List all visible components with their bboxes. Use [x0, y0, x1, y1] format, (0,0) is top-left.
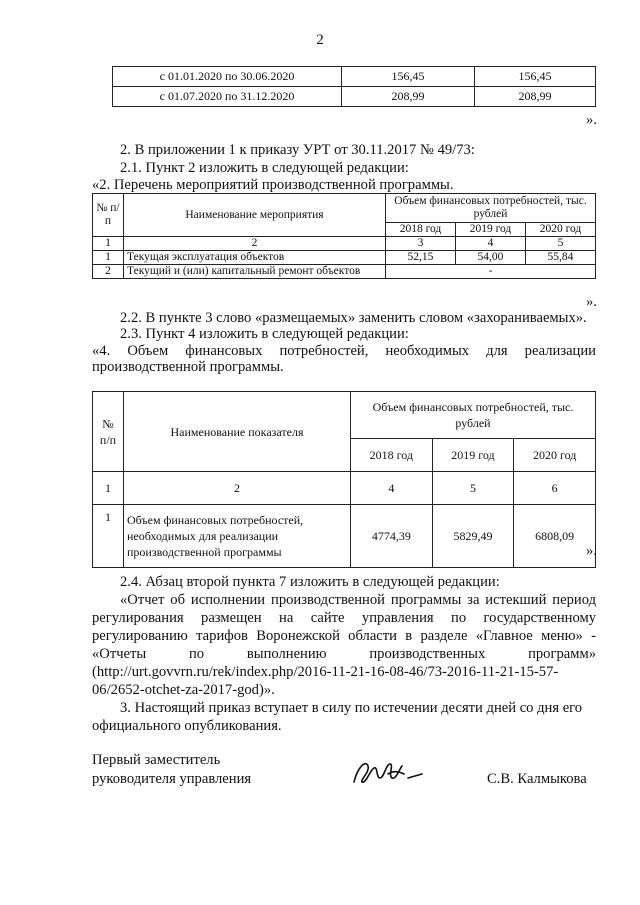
- index-cell: 4: [351, 472, 433, 505]
- header-num: № п/п: [93, 194, 124, 237]
- section-4-title-line2: производственной программы.: [92, 359, 284, 375]
- table-header-row: [93, 392, 596, 439]
- table-row: [113, 87, 596, 107]
- table-row: [93, 265, 596, 279]
- row-value: 4774,39: [351, 505, 433, 568]
- paragraph-item-3-line1: 3. Настоящий приказ вступает в силу по истечении десяти дней со дня его: [120, 700, 583, 716]
- signer-title-line1: Первый заместитель: [92, 752, 221, 768]
- period-cell: с 01.07.2020 по 31.12.2020: [113, 87, 342, 107]
- paragraph-item-3-line2: официального опубликования.: [92, 718, 282, 734]
- header-num: № п/п: [93, 392, 124, 472]
- report-line: «Отчет об исполнении производственной программы за истекший период: [120, 592, 596, 608]
- row-num: 1: [93, 505, 124, 568]
- handwritten-signature-icon: [348, 756, 438, 790]
- paragraph-item-2: 2. В приложении 1 к приказу УРТ от 30.11.2017 № 49/73:: [120, 142, 475, 158]
- index-cell: 6: [514, 472, 596, 505]
- value-cell: 156,45: [342, 67, 475, 87]
- report-link-line: 06/2652-otchet-za-2017-god)».: [92, 682, 275, 698]
- header-year: 2019 год: [432, 439, 514, 472]
- header-year: 2020 год: [514, 439, 596, 472]
- row-value: 6808,09: [514, 505, 596, 568]
- index-cell: 5: [525, 237, 595, 251]
- index-cell: 3: [386, 237, 456, 251]
- row-value: 52,15: [386, 251, 456, 265]
- header-year: 2020 год: [525, 223, 595, 237]
- header-year: 2018 год: [351, 439, 433, 472]
- signer-name: С.В. Калмыкова: [487, 771, 587, 787]
- table-index-row: [93, 472, 596, 505]
- row-value: 5829,49: [432, 505, 514, 568]
- index-cell: 2: [124, 237, 386, 251]
- table-row: [93, 251, 596, 265]
- closing-quote: ».: [586, 294, 597, 310]
- paragraph-item-2-2: 2.2. В пункте 3 слово «размещаемых» заменить словом «захораниваемых».: [120, 310, 587, 326]
- index-cell: 5: [432, 472, 514, 505]
- section-2-title: «2. Перечень мероприятий производственной программы.: [92, 177, 454, 193]
- value-cell: 208,99: [475, 87, 596, 107]
- header-fin: Объем финансовых потребностей, тыс. рублей: [351, 392, 596, 439]
- row-name: Текущая эксплуатация объектов: [124, 251, 386, 265]
- header-year: 2018 год: [386, 223, 456, 237]
- row-num: 2: [93, 265, 124, 279]
- index-cell: 1: [93, 472, 124, 505]
- section-4-title-line1: «4. Объем финансовых потребностей, необходимых для реализации: [92, 343, 596, 359]
- period-cell: с 01.01.2020 по 30.06.2020: [113, 67, 342, 87]
- report-link-line: (http://urt.govvrn.ru/rek/index.php/2016-11-21-16-08-46/73-2016-11-21-15-57-: [92, 664, 559, 680]
- paragraph-item-2-3: 2.3. Пункт 4 изложить в следующей редакции:: [120, 326, 409, 342]
- row-dash: -: [386, 265, 596, 279]
- closing-quote: ».: [586, 543, 597, 559]
- row-value: 54,00: [455, 251, 525, 265]
- paragraph-item-2-1: 2.1. Пункт 2 изложить в следующей редакции:: [120, 160, 409, 176]
- report-line: регулирования размещен на сайте управления по государственному: [92, 610, 596, 626]
- row-name: Текущий и (или) капитальный ремонт объектов: [124, 265, 386, 279]
- header-name: Наименование мероприятия: [124, 194, 386, 237]
- value-cell: 156,45: [475, 67, 596, 87]
- table-row: [93, 505, 596, 568]
- signer-title-line2: руководителя управления: [92, 771, 252, 787]
- tariff-period-table: [112, 66, 596, 107]
- measures-table: [92, 193, 596, 279]
- financial-needs-table: [92, 391, 596, 568]
- row-num: 1: [93, 251, 124, 265]
- header-fin: Объем финансовых потребностей, тыс. рублей: [386, 194, 596, 223]
- index-cell: 1: [93, 237, 124, 251]
- index-cell: 4: [455, 237, 525, 251]
- closing-quote: ».: [586, 112, 597, 128]
- table-header-row: [93, 194, 596, 223]
- header-name: Наименование показателя: [124, 392, 351, 472]
- index-cell: 2: [124, 472, 351, 505]
- row-value: 55,84: [525, 251, 595, 265]
- table-row: [113, 67, 596, 87]
- report-line: «Отчеты по выполнению производственных программ»: [92, 646, 596, 662]
- header-year: 2019 год: [455, 223, 525, 237]
- paragraph-item-2-4: 2.4. Абзац второй пункта 7 изложить в следующей редакции:: [120, 574, 500, 590]
- report-line: регулированию тарифов Воронежской области в разделе «Главное меню» -: [92, 628, 596, 644]
- page-number: 2: [316, 32, 324, 48]
- value-cell: 208,99: [342, 87, 475, 107]
- table-index-row: [93, 237, 596, 251]
- row-name: Объем финансовых потребностей, необходимых для реализации производственной программы: [124, 505, 351, 568]
